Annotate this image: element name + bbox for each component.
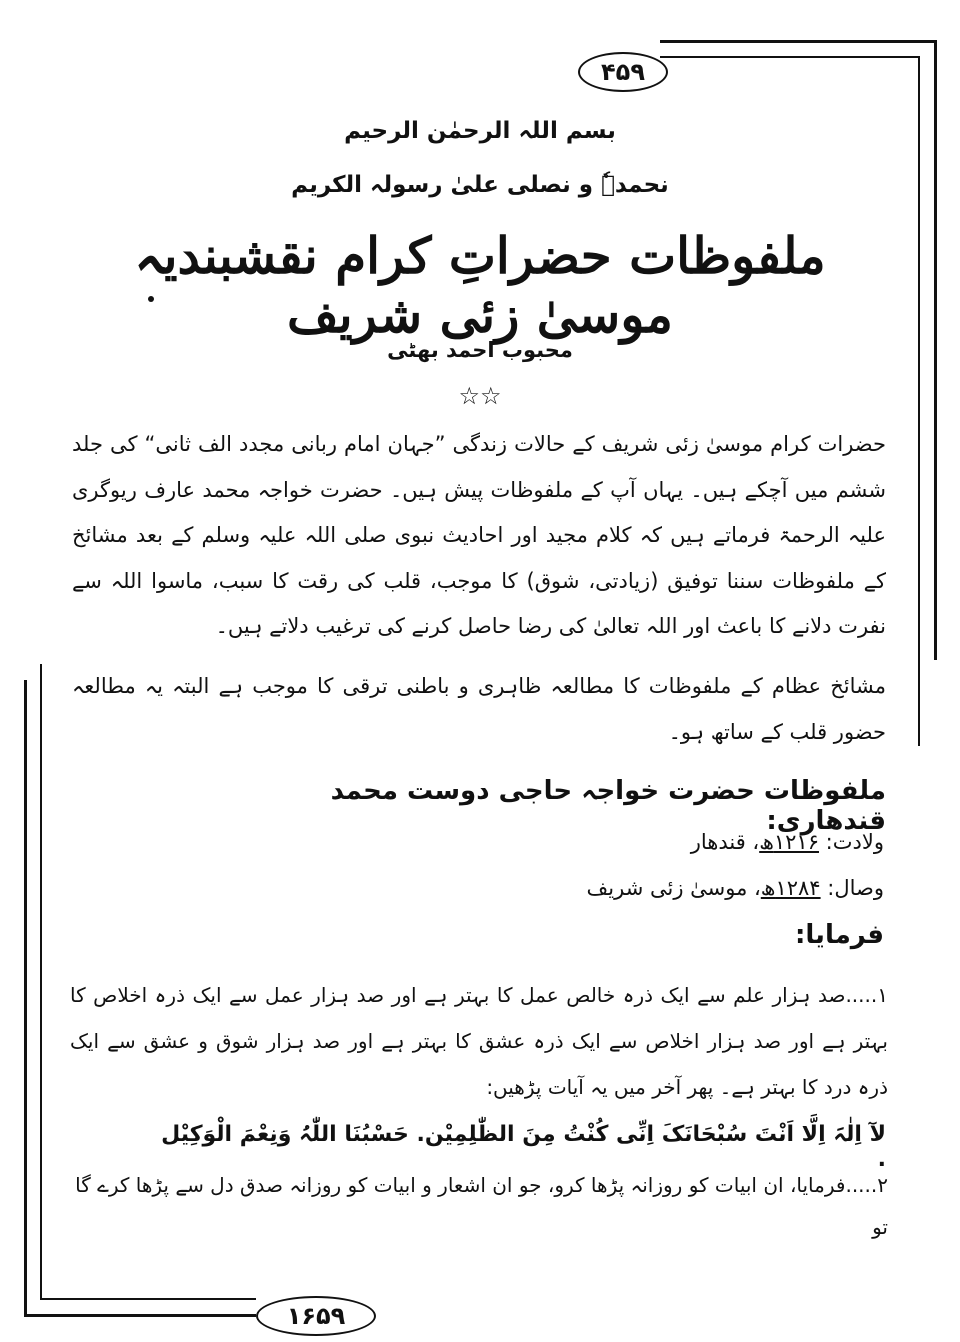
hamd-line: نحمدہٗ و نصلی علیٰ رسولہ الکریم: [291, 172, 669, 198]
border-bottom-outer: [24, 1314, 256, 1317]
page-title: ملفوظات حضراتِ کرام نقشبندیہ موسیٰ زئی شریف: [134, 226, 826, 344]
quranic-verse: لآ اِلٰہَ اِلَّا اَنْتَ سُبْحَانَکَ اِنِّی کُنْتُ مِنَ الظّٰلِمِیْن. حَسْبُنَا اللّٰہُ وَنِعْمَ الْوَکِیْل .: [161, 1122, 886, 1172]
border-left-outer: [24, 680, 27, 1316]
farmaya-label: فرمایا:: [795, 920, 884, 950]
author-name: محبوب احمد بھٹی: [387, 338, 573, 362]
border-left-inner: [40, 664, 42, 1300]
death-year: ۱۲۸۴ھ: [760, 876, 821, 900]
section-heading: ملفوظات حضرت خواجہ حاجی دوست محمد قندھاری:: [330, 776, 886, 836]
death-place: ، موسیٰ زئی شریف: [586, 876, 761, 900]
border-top-inner: [660, 56, 920, 58]
intro-paragraph: حضرات کرام موسیٰ زئی شریف کے حالات زندگی ”جہان امام ربانی مجدد الف ثانی“ کی جلد ششم میں آچکے ہیں۔ یہاں آپ کے ملفوظات پیش ہیں۔ حضرت خواجہ محمد عارف ریوگری علیہ الرحمۃ فرماتے ہیں کہ کلام مجید اور احادیث نبوی صلی اللہ علیہ وسلم کے بعد مشائخ کے ملفوظات سننا توفیق (زیادتی، شوق) کا موجب، قلب کی رقت کا سبب، ماسوا اللہ سے نفرت دلانے کا باعث اور اللہ تعالیٰ کی رضا حاصل کرنے کی ترغیب دلاتے ہیں۔: [72, 432, 886, 638]
title-dot: [148, 296, 154, 302]
saying-1: ۱.....صد ہزار علم سے ایک ذرہ خالص عمل کا بہتر ہے اور صد ہزار عمل سے ایک ذرہ اخلاص کا بہتر ہے اور صد ہزار اخلاص سے ایک ذرہ عشق کا بہتر ہے اور صد ہزار شوق و عشق سے ایک ذرہ درد کا بہتر ہے۔ پھر آخر میں یہ آیات پڑھیں:: [70, 983, 888, 1099]
star-divider: ☆☆: [458, 382, 502, 410]
death-label: وصال:: [827, 876, 884, 900]
saying-2: ۲.....فرمایا، ان ابیات کو روزانہ پڑھا کرو، جو ان اشعار و ابیات کو روزانہ صدق دل سے پڑھا کرے گا تو: [75, 1173, 888, 1239]
border-top-outer: [660, 40, 937, 43]
basmala: بسم اللہ الرحمٰن الرحیم: [344, 118, 616, 144]
birth-label: ولادت:: [825, 830, 884, 854]
reading-paragraph: مشائخ عظام کے ملفوظات کا مطالعہ ظاہری و باطنی ترقی کا موجب ہے البتہ یہ مطالعہ حضور قلب کے ساتھ ہو۔: [72, 674, 886, 744]
footer-page-number: ۱۶۵۹: [256, 1296, 376, 1336]
birth-row: [691, 830, 884, 854]
border-right-inner: [918, 56, 920, 746]
birth-year: ۱۲۱۶ھ: [759, 830, 819, 854]
birth-place: ، قندھار: [690, 830, 760, 854]
header-page-number: ۴۵۹: [578, 52, 668, 92]
border-bottom-inner: [40, 1298, 256, 1300]
death-row: [587, 876, 884, 900]
